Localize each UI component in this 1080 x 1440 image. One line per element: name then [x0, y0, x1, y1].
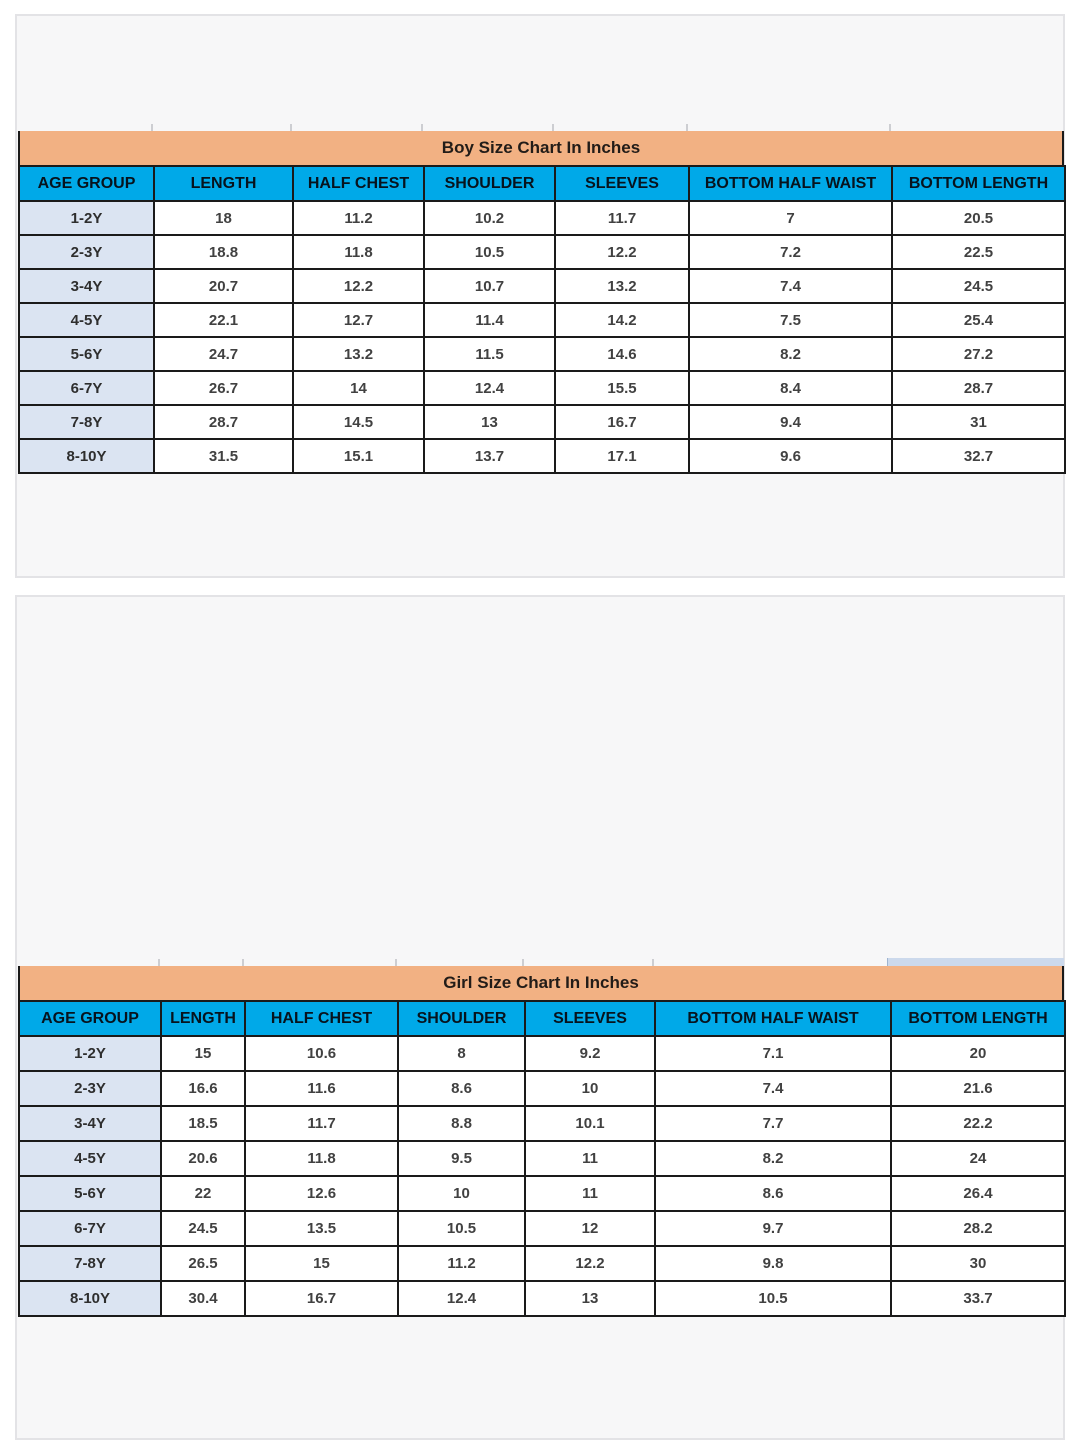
value-cell: 12	[525, 1211, 655, 1246]
table-row	[19, 371, 1065, 405]
value-cell: 13.5	[245, 1211, 398, 1246]
value-cell: 7.5	[689, 303, 892, 337]
table-row	[19, 405, 1065, 439]
gridline-ticks	[18, 124, 1064, 131]
table-row	[19, 1036, 1065, 1071]
column-header: AGE GROUP	[19, 1001, 161, 1036]
value-cell: 10.5	[398, 1211, 525, 1246]
boy-size-table	[18, 165, 1066, 474]
value-cell: 10	[398, 1176, 525, 1211]
header-row	[19, 1001, 1065, 1036]
age-group-cell: 3-4Y	[19, 269, 154, 303]
value-cell: 11.8	[245, 1141, 398, 1176]
value-cell: 10	[525, 1071, 655, 1106]
value-cell: 11.7	[555, 201, 689, 235]
value-cell: 25.4	[892, 303, 1065, 337]
column-header: LENGTH	[161, 1001, 245, 1036]
value-cell: 15	[245, 1246, 398, 1281]
value-cell: 11.8	[293, 235, 424, 269]
value-cell: 8	[398, 1036, 525, 1071]
value-cell: 13	[424, 405, 555, 439]
table-row	[19, 235, 1065, 269]
value-cell: 12.4	[424, 371, 555, 405]
value-cell: 11.6	[245, 1071, 398, 1106]
value-cell: 9.7	[655, 1211, 891, 1246]
girl-size-chart	[18, 966, 1064, 1317]
value-cell: 9.2	[525, 1036, 655, 1071]
table-row	[19, 1246, 1065, 1281]
value-cell: 14.5	[293, 405, 424, 439]
header-row	[19, 166, 1065, 201]
value-cell: 15	[161, 1036, 245, 1071]
value-cell: 11	[525, 1176, 655, 1211]
value-cell: 13.2	[555, 269, 689, 303]
age-group-cell: 6-7Y	[19, 1211, 161, 1246]
table-row	[19, 1071, 1065, 1106]
selected-cell-highlight	[887, 958, 1064, 966]
value-cell: 11.2	[293, 201, 424, 235]
value-cell: 9.8	[655, 1246, 891, 1281]
girl-size-chart-panel	[15, 595, 1065, 1440]
value-cell: 18	[154, 201, 293, 235]
value-cell: 31	[892, 405, 1065, 439]
value-cell: 12.7	[293, 303, 424, 337]
value-cell: 20	[891, 1036, 1065, 1071]
value-cell: 30.4	[161, 1281, 245, 1316]
value-cell: 15.1	[293, 439, 424, 473]
table-row	[19, 1176, 1065, 1211]
age-group-cell: 2-3Y	[19, 235, 154, 269]
value-cell: 20.6	[161, 1141, 245, 1176]
value-cell: 11.2	[398, 1246, 525, 1281]
value-cell: 15.5	[555, 371, 689, 405]
table-row	[19, 269, 1065, 303]
value-cell: 22.2	[891, 1106, 1065, 1141]
value-cell: 28.7	[892, 371, 1065, 405]
value-cell: 7.4	[655, 1071, 891, 1106]
age-group-cell: 4-5Y	[19, 303, 154, 337]
column-header: LENGTH	[154, 166, 293, 201]
table-row	[19, 337, 1065, 371]
value-cell: 24.5	[161, 1211, 245, 1246]
value-cell: 10.5	[655, 1281, 891, 1316]
column-header: SHOULDER	[424, 166, 555, 201]
value-cell: 8.2	[689, 337, 892, 371]
value-cell: 10.6	[245, 1036, 398, 1071]
column-header: HALF CHEST	[245, 1001, 398, 1036]
value-cell: 7	[689, 201, 892, 235]
value-cell: 22.1	[154, 303, 293, 337]
table-row	[19, 1281, 1065, 1316]
value-cell: 32.7	[892, 439, 1065, 473]
table-row	[19, 1211, 1065, 1246]
value-cell: 12.2	[293, 269, 424, 303]
column-header: AGE GROUP	[19, 166, 154, 201]
value-cell: 13	[525, 1281, 655, 1316]
value-cell: 14	[293, 371, 424, 405]
value-cell: 21.6	[891, 1071, 1065, 1106]
value-cell: 10.7	[424, 269, 555, 303]
value-cell: 26.4	[891, 1176, 1065, 1211]
value-cell: 9.5	[398, 1141, 525, 1176]
age-group-cell: 5-6Y	[19, 1176, 161, 1211]
value-cell: 10.2	[424, 201, 555, 235]
age-group-cell: 8-10Y	[19, 439, 154, 473]
value-cell: 16.7	[245, 1281, 398, 1316]
value-cell: 33.7	[891, 1281, 1065, 1316]
age-group-cell: 8-10Y	[19, 1281, 161, 1316]
value-cell: 22	[161, 1176, 245, 1211]
value-cell: 12.6	[245, 1176, 398, 1211]
value-cell: 18.5	[161, 1106, 245, 1141]
column-header: BOTTOM LENGTH	[892, 166, 1065, 201]
value-cell: 11	[525, 1141, 655, 1176]
age-group-cell: 1-2Y	[19, 201, 154, 235]
value-cell: 16.7	[555, 405, 689, 439]
value-cell: 12.2	[525, 1246, 655, 1281]
value-cell: 28.2	[891, 1211, 1065, 1246]
value-cell: 14.6	[555, 337, 689, 371]
value-cell: 7.2	[689, 235, 892, 269]
table-row	[19, 1106, 1065, 1141]
age-group-cell: 2-3Y	[19, 1071, 161, 1106]
value-cell: 22.5	[892, 235, 1065, 269]
value-cell: 8.4	[689, 371, 892, 405]
value-cell: 8.8	[398, 1106, 525, 1141]
table-row	[19, 303, 1065, 337]
age-group-cell: 7-8Y	[19, 1246, 161, 1281]
value-cell: 17.1	[555, 439, 689, 473]
value-cell: 9.6	[689, 439, 892, 473]
value-cell: 24.7	[154, 337, 293, 371]
value-cell: 27.2	[892, 337, 1065, 371]
age-group-cell: 1-2Y	[19, 1036, 161, 1071]
value-cell: 13.7	[424, 439, 555, 473]
column-header: BOTTOM LENGTH	[891, 1001, 1065, 1036]
column-header: HALF CHEST	[293, 166, 424, 201]
value-cell: 24.5	[892, 269, 1065, 303]
value-cell: 7.4	[689, 269, 892, 303]
value-cell: 26.5	[161, 1246, 245, 1281]
value-cell: 20.7	[154, 269, 293, 303]
value-cell: 11.5	[424, 337, 555, 371]
value-cell: 8.6	[398, 1071, 525, 1106]
column-header: BOTTOM HALF WAIST	[689, 166, 892, 201]
column-header: SLEEVES	[525, 1001, 655, 1036]
table-row	[19, 439, 1065, 473]
value-cell: 10.1	[525, 1106, 655, 1141]
value-cell: 24	[891, 1141, 1065, 1176]
value-cell: 10.5	[424, 235, 555, 269]
value-cell: 9.4	[689, 405, 892, 439]
value-cell: 18.8	[154, 235, 293, 269]
value-cell: 8.2	[655, 1141, 891, 1176]
age-group-cell: 7-8Y	[19, 405, 154, 439]
column-header: SLEEVES	[555, 166, 689, 201]
value-cell: 11.7	[245, 1106, 398, 1141]
value-cell: 12.2	[555, 235, 689, 269]
value-cell: 16.6	[161, 1071, 245, 1106]
age-group-cell: 5-6Y	[19, 337, 154, 371]
boy-size-chart	[18, 131, 1064, 474]
value-cell: 31.5	[154, 439, 293, 473]
table-row	[19, 201, 1065, 235]
age-group-cell: 6-7Y	[19, 371, 154, 405]
value-cell: 12.4	[398, 1281, 525, 1316]
boy-chart-title: Boy Size Chart In Inches	[18, 131, 1064, 165]
value-cell: 13.2	[293, 337, 424, 371]
girl-size-table	[18, 1000, 1066, 1317]
age-group-cell: 4-5Y	[19, 1141, 161, 1176]
value-cell: 11.4	[424, 303, 555, 337]
column-header: SHOULDER	[398, 1001, 525, 1036]
value-cell: 7.1	[655, 1036, 891, 1071]
value-cell: 28.7	[154, 405, 293, 439]
value-cell: 26.7	[154, 371, 293, 405]
value-cell: 8.6	[655, 1176, 891, 1211]
table-row	[19, 1141, 1065, 1176]
girl-chart-title: Girl Size Chart In Inches	[18, 966, 1064, 1000]
value-cell: 30	[891, 1246, 1065, 1281]
value-cell: 20.5	[892, 201, 1065, 235]
column-header: BOTTOM HALF WAIST	[655, 1001, 891, 1036]
value-cell: 14.2	[555, 303, 689, 337]
boy-size-chart-panel	[15, 14, 1065, 578]
value-cell: 7.7	[655, 1106, 891, 1141]
age-group-cell: 3-4Y	[19, 1106, 161, 1141]
